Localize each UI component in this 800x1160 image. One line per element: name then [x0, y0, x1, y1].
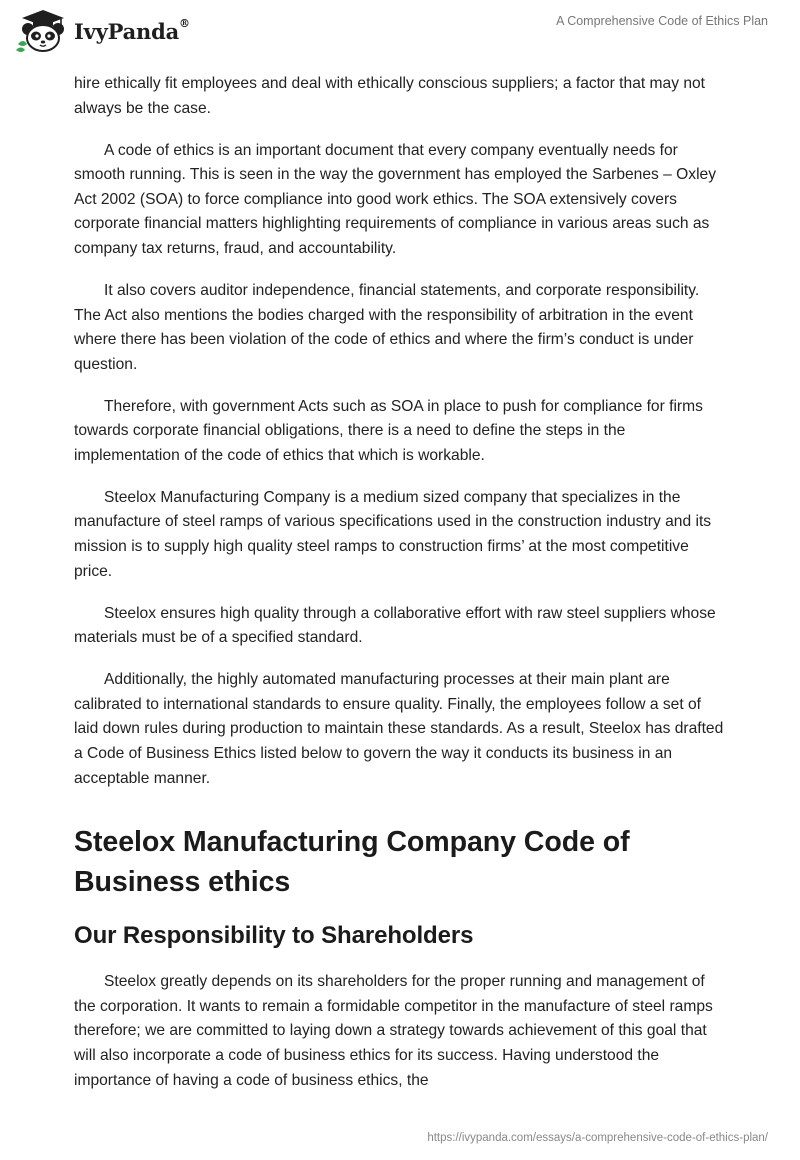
subsection-heading: Our Responsibility to Shareholders — [74, 922, 474, 950]
paragraph: A code of ethics is an important document that every company eventually needs for smooth running. This is seen in the way the government has employed the Sarbenes – Oxley Act 2002 (SOA) to force compliance into good work ethics. The SOA extensively covers corporate financial matters highlighting requirements of compliance in various areas such as company tax returns, fraud, and accountability. — [74, 141, 717, 257]
paragraph: Additionally, the highly automated manufacturing processes at their main plant are calibrated to international standards to ensure quality. Finally, the employees follow a set of laid down rules during production to maintain these standards. As a result, Steelox has drafted a Code of Business Ethics listed below to govern the way it conducts its business in an acceptable manner. — [74, 671, 724, 787]
paragraph: Steelox Manufacturing Company is a medium sized company that specializes in the manufacture of steel ramps of various specifications used in the construction industry and its mission is to supply high quality steel ramps to construction firms’ at the most competitive price. — [74, 488, 712, 580]
panda-graduate-icon — [14, 8, 72, 54]
paragraph-shareholders: Steelox greatly depends on its shareholders for the proper running and management of the corporation. It wants to remain a formidable competitor in the manufacture of steel ramps therefore; we are committed to laying down a strategy towards achievement of this goal that will also incorporate a code of business ethics for its success. Having understood the importance of having a code of business ethics, the — [74, 973, 713, 1089]
paragraph: Steelox ensures high quality through a collaborative effort with raw steel suppliers whose materials must be of a specified standard. — [74, 604, 716, 647]
section-heading: Steelox Manufacturing Company Code of Business ethics — [74, 826, 630, 899]
page-header — [0, 0, 800, 70]
article-body — [74, 72, 724, 1111]
document-title: A Comprehensive Code of Ethics Plan — [556, 14, 768, 28]
source-url[interactable]: https://ivypanda.com/essays/a-comprehensive-code-of-ethics-plan/ — [427, 1132, 768, 1144]
brand-name: IvyPanda® — [74, 16, 190, 44]
paragraph: Therefore, with government Acts such as SOA in place to push for compliance for firms towards corporate financial obligations, there is a need to define the steps in the implementation of the code of ethics that which is workable. — [74, 397, 703, 464]
ivypanda-logo[interactable] — [14, 8, 190, 54]
paragraph-intro-continuation: hire ethically fit employees and deal with ethically conscious suppliers; a factor that may not always be the case. — [74, 75, 705, 117]
paragraph: It also covers auditor independence, financial statements, and corporate responsibility. The Act also mentions the bodies charged with the responsibility of arbitration in the event where there has been violation of the code of ethics and where the firm’s conduct is under question. — [74, 281, 700, 373]
